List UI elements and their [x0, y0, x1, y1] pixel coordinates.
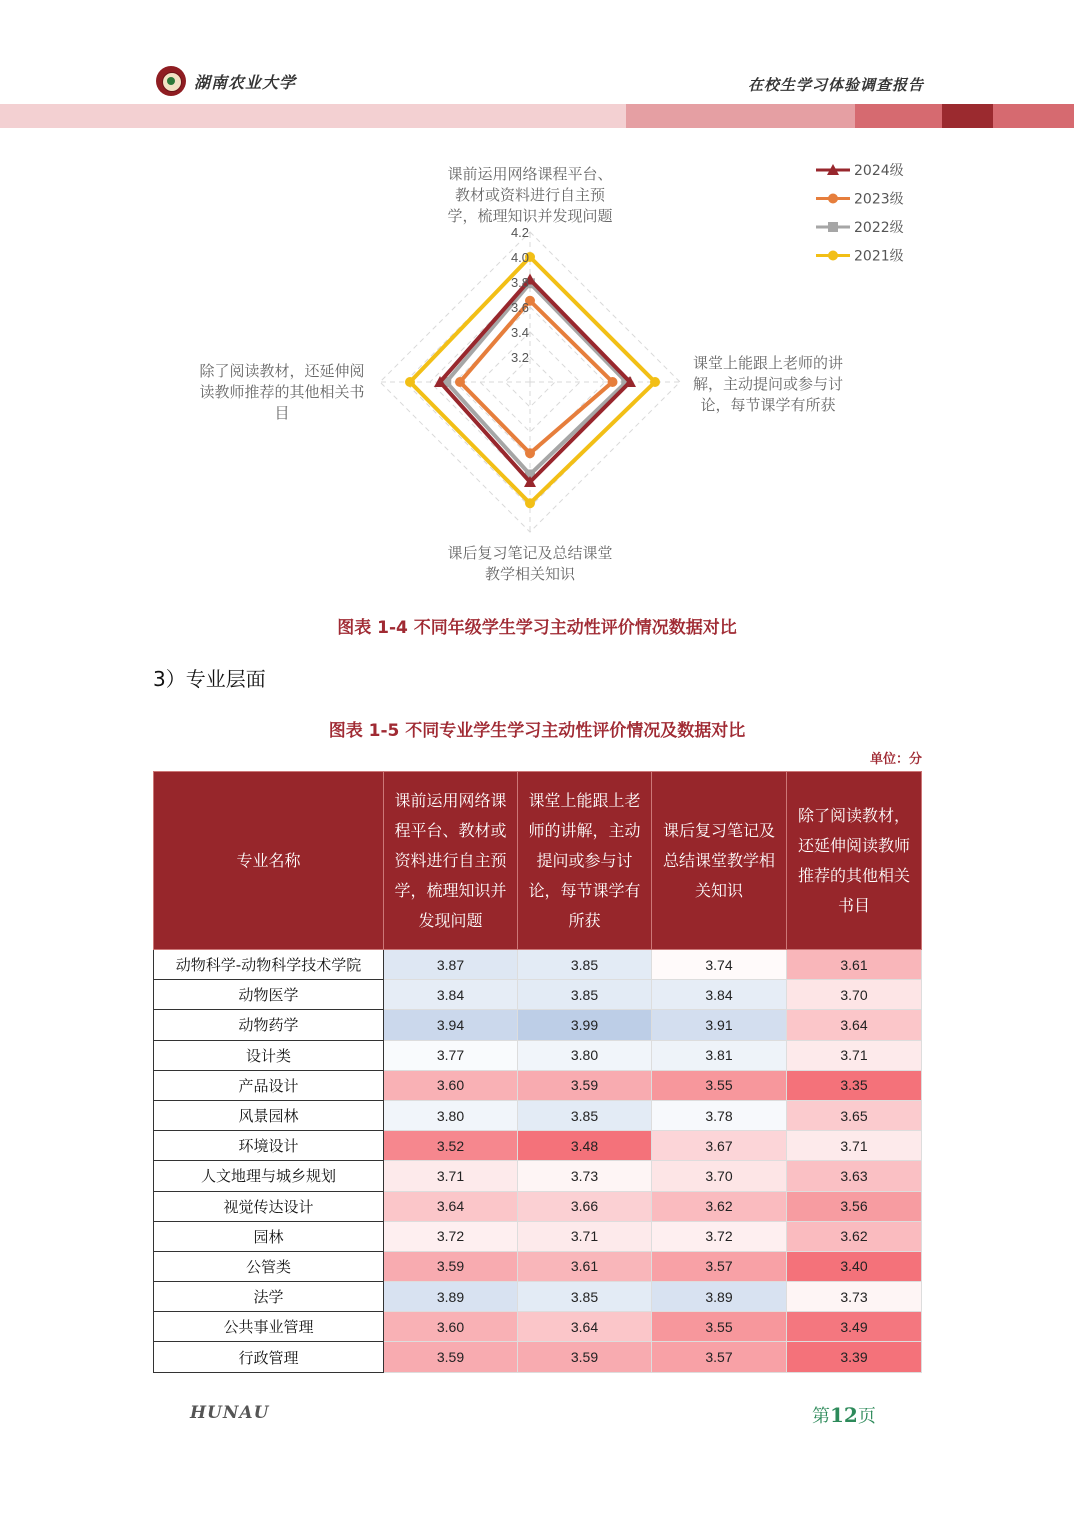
- page-number: 第12页: [812, 1403, 876, 1427]
- table-row: [154, 1040, 922, 1070]
- score-cell: 3.94: [384, 1010, 518, 1040]
- table-row: [154, 1251, 922, 1281]
- legend-item: [816, 163, 904, 179]
- score-cell: 3.59: [518, 1342, 652, 1372]
- table-row: [154, 1070, 922, 1100]
- major-name-cell: 法学: [154, 1282, 384, 1312]
- axis-label-line: 课堂上能跟上老师的讲: [692, 354, 844, 372]
- table-row: [154, 1342, 922, 1372]
- score-cell: 3.59: [518, 1070, 652, 1100]
- score-cell: 3.62: [787, 1221, 922, 1251]
- score-cell: 3.56: [787, 1191, 922, 1221]
- score-cell: 3.66: [518, 1191, 652, 1221]
- table-row: [154, 1131, 922, 1161]
- university-logo: [156, 66, 186, 96]
- score-cell: 3.60: [384, 1070, 518, 1100]
- score-cell: 3.70: [652, 1161, 787, 1191]
- unit-label: 单位：分: [869, 752, 922, 767]
- score-cell: 3.89: [652, 1282, 787, 1312]
- axis-label-line: 教学相关知识: [484, 565, 576, 583]
- score-cell: 3.80: [384, 1100, 518, 1130]
- score-cell: 3.57: [652, 1251, 787, 1281]
- score-cell: 3.77: [384, 1040, 518, 1070]
- header-extended-reading: 除了阅读教材，还延伸阅读教师推荐的其他相关书目: [787, 772, 922, 950]
- score-cell: 3.72: [384, 1221, 518, 1251]
- score-cell: 3.64: [384, 1191, 518, 1221]
- header-band-mid: [626, 104, 855, 128]
- major-name-cell: 动物科学-动物科学技术学院: [154, 950, 384, 980]
- axis-label-line: 教材或资料进行自主预: [454, 186, 606, 204]
- tick-label: 4.2: [510, 225, 530, 240]
- score-cell: 3.99: [518, 1010, 652, 1040]
- axis-label: [693, 354, 843, 414]
- score-cell: 3.84: [384, 980, 518, 1010]
- score-cell: 3.71: [787, 1131, 922, 1161]
- score-cell: 3.71: [384, 1161, 518, 1191]
- axis-label-line: 课后复习笔记及总结课堂: [447, 544, 613, 562]
- score-cell: 3.65: [787, 1100, 922, 1130]
- legend-item: [816, 192, 904, 208]
- score-cell: 3.81: [652, 1040, 787, 1070]
- score-cell: 3.67: [652, 1131, 787, 1161]
- score-cell: 3.84: [652, 980, 787, 1010]
- table-row: [154, 1161, 922, 1191]
- score-cell: 3.64: [518, 1312, 652, 1342]
- tick-label: 3.6: [510, 300, 530, 315]
- data-point: [608, 377, 618, 387]
- score-cell: 3.61: [787, 950, 922, 980]
- axis-label-line: 论，每节课学有所获: [700, 396, 836, 414]
- header-brand: [156, 66, 296, 96]
- table-row: [154, 1100, 922, 1130]
- section-title: 3）专业层面: [153, 667, 266, 691]
- radar-chart: [150, 148, 930, 598]
- data-point: [525, 498, 535, 508]
- series-line: [440, 280, 630, 483]
- score-cell: 3.48: [518, 1131, 652, 1161]
- major-name-cell: 行政管理: [154, 1342, 384, 1372]
- axis-label-line: 学，梳理知识并发现问题: [447, 207, 613, 225]
- tick-label: 3.8: [510, 275, 530, 290]
- score-cell: 3.91: [652, 1010, 787, 1040]
- tick-label: 3.2: [510, 350, 530, 365]
- score-cell: 3.64: [787, 1010, 922, 1040]
- major-name-cell: 环境设计: [154, 1131, 384, 1161]
- legend-marker: [828, 222, 838, 232]
- tick-label: 4.0: [510, 250, 530, 265]
- score-cell: 3.59: [384, 1251, 518, 1281]
- legend-label: 2024级: [854, 163, 904, 179]
- score-cell: 3.73: [518, 1161, 652, 1191]
- table-row: [154, 1312, 922, 1342]
- score-cell: 3.89: [384, 1282, 518, 1312]
- major-name-cell: 动物医学: [154, 980, 384, 1010]
- score-cell: 3.80: [518, 1040, 652, 1070]
- table-row: [154, 1010, 922, 1040]
- table-caption: 图表 1-5 不同专业学生学习主动性评价情况及数据对比: [328, 721, 746, 741]
- legend-label: 2022级: [854, 220, 904, 236]
- major-comparison-table: [153, 771, 922, 1373]
- score-cell: 3.70: [787, 980, 922, 1010]
- score-cell: 3.52: [384, 1131, 518, 1161]
- data-point: [650, 377, 660, 387]
- header-major-name: 专业名称: [154, 772, 384, 950]
- legend-item: [816, 249, 904, 265]
- table-row: [154, 1282, 922, 1312]
- score-cell: 3.61: [518, 1251, 652, 1281]
- score-cell: 3.40: [787, 1251, 922, 1281]
- major-name-cell: 设计类: [154, 1040, 384, 1070]
- major-name-cell: 产品设计: [154, 1070, 384, 1100]
- major-name-cell: 人文地理与城乡规划: [154, 1161, 384, 1191]
- data-point: [455, 377, 465, 387]
- major-name-cell: 公管类: [154, 1251, 384, 1281]
- table-row: [154, 980, 922, 1010]
- score-cell: 3.63: [787, 1161, 922, 1191]
- score-cell: 3.60: [384, 1312, 518, 1342]
- score-cell: 3.39: [787, 1342, 922, 1372]
- axis-label-line: 除了阅读教材，还延伸阅: [199, 362, 365, 380]
- score-cell: 3.78: [652, 1100, 787, 1130]
- header-band-dark: [942, 104, 993, 128]
- legend-label: 2021级: [854, 248, 904, 265]
- footer-brand: HUNAU: [190, 1403, 270, 1423]
- axis-label-line: 读教师推荐的其他相关书: [199, 383, 365, 401]
- legend-item: [816, 220, 904, 236]
- axis-label: [447, 544, 612, 583]
- header-pre-class-study: 课前运用网络课程平台、教材或资料进行自主预学，梳理知识并发现问题: [384, 772, 518, 950]
- header-band-end: [993, 104, 1074, 128]
- score-cell: 3.85: [518, 1282, 652, 1312]
- university-name: 湖南农业大学: [194, 72, 297, 92]
- report-title: 在校生学习体验调查报告: [747, 76, 924, 94]
- score-cell: 3.71: [518, 1221, 652, 1251]
- header-band-light: [0, 104, 626, 128]
- axis-label: [447, 165, 612, 225]
- axis-label-line: 课前运用网络课程平台、: [447, 165, 613, 183]
- major-name-cell: 风景园林: [154, 1100, 384, 1130]
- score-cell: 3.35: [787, 1070, 922, 1100]
- header-in-class-participation: 课堂上能跟上老师的讲解，主动提问或参与讨论，每节课学有所获: [518, 772, 652, 950]
- legend-label: 2023级: [854, 191, 904, 208]
- score-cell: 3.57: [652, 1342, 787, 1372]
- major-name-cell: 公共事业管理: [154, 1312, 384, 1342]
- table-row: [154, 950, 922, 980]
- data-point: [525, 448, 535, 458]
- table-row: [154, 1221, 922, 1251]
- axis-label-line: 目: [274, 404, 290, 422]
- score-cell: 3.59: [384, 1342, 518, 1372]
- score-cell: 3.72: [652, 1221, 787, 1251]
- score-cell: 3.55: [652, 1312, 787, 1342]
- tick-label: 3.4: [510, 325, 530, 340]
- legend-marker: [828, 251, 838, 261]
- table-row: [154, 1191, 922, 1221]
- score-cell: 3.85: [518, 950, 652, 980]
- major-name-cell: 动物药学: [154, 1010, 384, 1040]
- score-cell: 3.87: [384, 950, 518, 980]
- data-point: [405, 377, 415, 387]
- table-header-row: [154, 772, 922, 950]
- score-cell: 3.71: [787, 1040, 922, 1070]
- score-cell: 3.49: [787, 1312, 922, 1342]
- score-cell: 3.55: [652, 1070, 787, 1100]
- score-cell: 3.74: [652, 950, 787, 980]
- chart-caption: 图表 1-4 不同年级学生学习主动性评价情况数据对比: [337, 618, 737, 638]
- score-cell: 3.62: [652, 1191, 787, 1221]
- header-post-class-review: 课后复习笔记及总结课堂教学相关知识: [652, 772, 787, 950]
- axis-label-line: 解，主动提问或参与讨: [692, 375, 844, 393]
- legend-marker: [828, 194, 838, 204]
- score-cell: 3.85: [518, 1100, 652, 1130]
- header-band-strong: [855, 104, 942, 128]
- major-name-cell: 视觉传达设计: [154, 1191, 384, 1221]
- score-cell: 3.73: [787, 1282, 922, 1312]
- major-name-cell: 园林: [154, 1221, 384, 1251]
- radar-series: [405, 252, 660, 508]
- chart-legend: [816, 163, 904, 265]
- axis-label: [199, 362, 364, 422]
- score-cell: 3.85: [518, 980, 652, 1010]
